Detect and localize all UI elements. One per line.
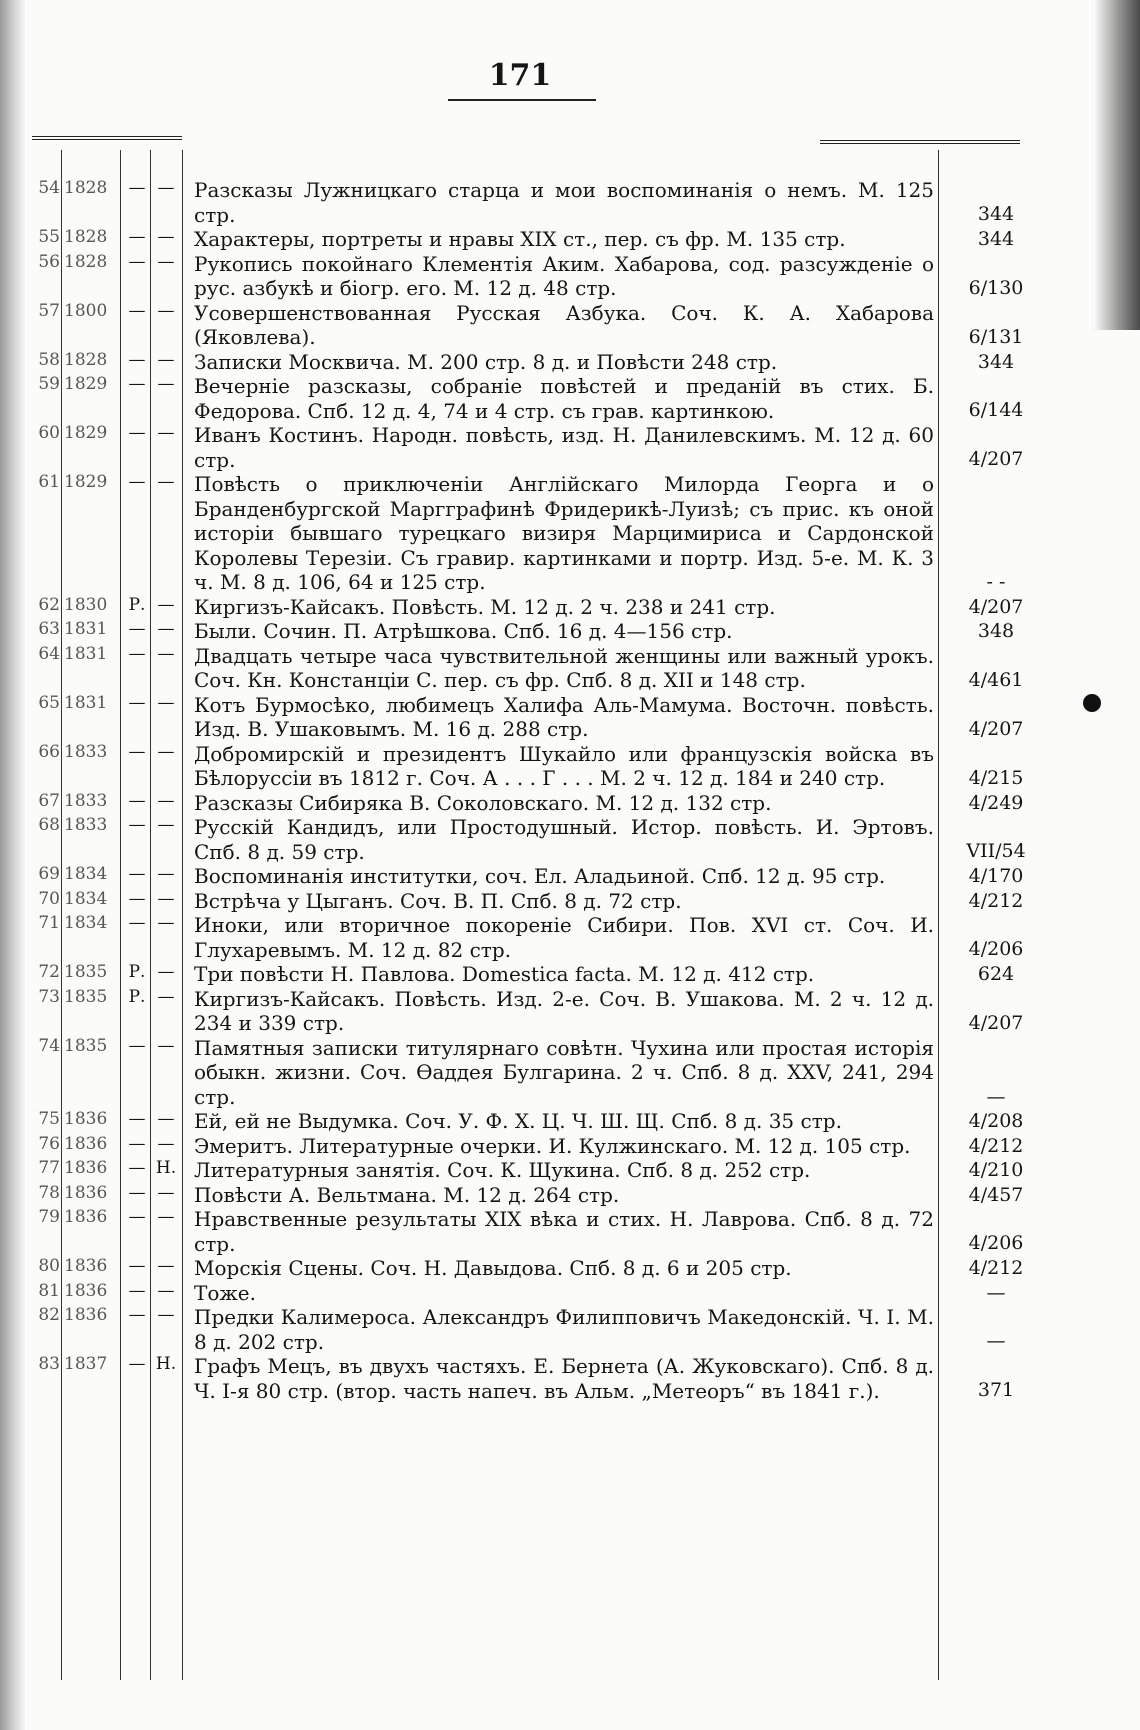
entry-number: 58 bbox=[38, 349, 60, 370]
entry-mark-2: — bbox=[157, 178, 175, 198]
entry-reference: - - bbox=[986, 571, 1006, 593]
entry-number: 79 bbox=[38, 1207, 60, 1227]
entry-description: Разсказы Лужницкаго старца и мои воспоминанія о немъ. М. 125 стр. bbox=[194, 178, 934, 227]
entry-number: 65 bbox=[38, 692, 60, 713]
entry-year: 1836 bbox=[64, 1280, 108, 1301]
entry-mark-2: — bbox=[157, 962, 175, 982]
entry-mark-2: — bbox=[157, 1133, 175, 1154]
entry-mark-1: — bbox=[128, 815, 146, 835]
entry-reference: 6/144 bbox=[968, 399, 1024, 421]
entry-number: 75 bbox=[38, 1109, 60, 1129]
entry-reference: 4/212 bbox=[968, 1257, 1024, 1279]
entry-year: 1836 bbox=[64, 1133, 108, 1154]
entry-number: 83 bbox=[38, 1354, 60, 1374]
entry-year: 1828 bbox=[64, 227, 108, 247]
entry-mark-2: — bbox=[157, 815, 175, 835]
catalog-entry bbox=[0, 1256, 1140, 1281]
entry-mark-1: — bbox=[128, 472, 146, 492]
entry-number: 80 bbox=[38, 1256, 60, 1276]
entry-number: 82 bbox=[38, 1305, 60, 1325]
entry-reference: 4/206 bbox=[968, 938, 1024, 960]
entry-description: Эмеритъ. Литературные очерки. И. Кулжинскаго. М. 12 д. 105 стр. bbox=[194, 1133, 911, 1158]
entry-reference: 348 bbox=[977, 620, 1015, 642]
catalog-entry bbox=[0, 815, 1140, 864]
entry-description: Усовершенствованная Русская Азбука. Соч. К. А. Хабарова (Яковлева). bbox=[194, 300, 934, 349]
header-rule-right bbox=[820, 140, 1020, 144]
entry-mark-1: — bbox=[128, 913, 146, 933]
entry-description: Ей, ей не Выдумка. Соч. У. Ф. Х. Ц. Ч. Ш. Щ. Спб. 8 д. 35 стр. bbox=[194, 1109, 842, 1133]
entry-number: 62 bbox=[38, 594, 60, 615]
entry-mark-1: — bbox=[128, 619, 146, 639]
entry-year: 1829 bbox=[64, 423, 108, 443]
entry-year: 1828 bbox=[64, 178, 108, 198]
entry-mark-1: — bbox=[128, 178, 146, 198]
entry-mark-1: — bbox=[128, 227, 146, 247]
catalog-entry bbox=[0, 374, 1140, 423]
catalog-entry bbox=[0, 1158, 1140, 1183]
entry-mark-2: — bbox=[157, 1280, 175, 1301]
catalog-entry bbox=[0, 913, 1140, 962]
entry-reference: 344 bbox=[977, 350, 1015, 373]
entry-mark-1: — bbox=[128, 1305, 146, 1325]
entry-number: 81 bbox=[38, 1280, 60, 1301]
entry-mark-2: — bbox=[157, 227, 175, 247]
entry-mark-1: — bbox=[128, 888, 146, 909]
entry-description: Были. Сочин. П. Атрѣшкова. Спб. 16 д. 4—156 стр. bbox=[194, 619, 733, 643]
entry-year: 1829 bbox=[64, 374, 108, 394]
entry-mark-2: — bbox=[157, 1256, 175, 1276]
entry-mark-2: — bbox=[157, 864, 175, 884]
entry-number: 54 bbox=[38, 178, 60, 198]
entry-number: 72 bbox=[38, 962, 60, 982]
entry-reference: 6/130 bbox=[968, 276, 1024, 299]
entry-number: 71 bbox=[38, 913, 60, 933]
catalog-entry bbox=[0, 472, 1140, 595]
entry-mark-1: — bbox=[128, 692, 146, 713]
entry-year: 1830 bbox=[64, 594, 108, 615]
entry-reference: 4/208 bbox=[968, 1110, 1024, 1132]
entry-number: 67 bbox=[38, 790, 60, 811]
entry-year: 1836 bbox=[64, 1256, 108, 1276]
catalog-entry bbox=[0, 791, 1140, 816]
entry-reference: 4/249 bbox=[968, 791, 1024, 814]
entry-year: 1800 bbox=[64, 300, 108, 321]
entry-reference: 4/212 bbox=[968, 1134, 1024, 1157]
catalog-entry bbox=[0, 1281, 1140, 1306]
entry-description: Памятныя записки титулярнаго совѣтн. Чухина или простая исторія обыкн. жизни. Соч. Өаддея Булгарина. 2 ч. Спб. 8 д. XXV, 241, 294 стр. bbox=[194, 1035, 934, 1109]
entry-year: 1828 bbox=[64, 349, 108, 370]
entry-mark-1: — bbox=[128, 864, 146, 884]
entry-reference: 371 bbox=[977, 1379, 1015, 1401]
catalog-entry bbox=[0, 619, 1140, 644]
entry-number: 55 bbox=[38, 227, 60, 247]
entry-year: 1836 bbox=[64, 1158, 108, 1178]
entry-mark-2: Н. bbox=[155, 1158, 177, 1178]
catalog-entry bbox=[0, 1183, 1140, 1208]
entry-description: Повѣсть о приключеніи Англійскаго Милорда Георга и о Бранденбургской Маргграфинѣ Фридерикѣ-Луизѣ; съ прис. къ оной исторіи бывшаго турецкаго визиря Марцимириса и Сардонской Королевы Терезіи. Съ гравир. картинками и портр. Изд. 5-е. М. К. 3 ч. М. 8 д. 106, 64 и 125 стр. bbox=[194, 472, 934, 594]
catalog-entry bbox=[0, 1134, 1140, 1159]
entry-reference: 4/207 bbox=[968, 717, 1024, 740]
entry-description: Предки Калимероса. Александръ Филипповичъ Македонскій. Ч. I. М. 8 д. 202 стр. bbox=[194, 1305, 934, 1354]
entry-number: 64 bbox=[38, 643, 60, 664]
entry-mark-1: — bbox=[128, 300, 146, 321]
entry-year: 1831 bbox=[64, 619, 108, 639]
entry-description: Киргизъ-Кайсакъ. Повѣсть. Изд. 2-е. Соч. В. Ушакова. М. 2 ч. 12 д. 234 и 339 стр. bbox=[194, 986, 934, 1035]
catalog-entry bbox=[0, 423, 1140, 472]
entry-year: 1833 bbox=[64, 741, 108, 762]
entry-number: 76 bbox=[38, 1133, 60, 1154]
entry-year: 1834 bbox=[64, 864, 108, 884]
entry-reference: 4/170 bbox=[968, 865, 1024, 887]
entry-mark-2: — bbox=[157, 619, 175, 639]
entry-mark-2: — bbox=[157, 349, 175, 370]
entry-description: Морскія Сцены. Соч. Н. Давыдова. Спб. 8 д. 6 и 205 стр. bbox=[194, 1256, 792, 1280]
entry-description: Графъ Мецъ, въ двухъ частяхъ. Е. Бернета (А. Жуковскаго). Спб. 8 д. Ч. I-я 80 стр. (втор. часть напеч. въ Альм. „Метеоръ“ въ 1841 г.). bbox=[194, 1354, 934, 1403]
catalog-entry bbox=[0, 1305, 1140, 1354]
entry-mark-1: — bbox=[128, 423, 146, 443]
entry-mark-1: Р. bbox=[128, 962, 146, 982]
entry-mark-2: — bbox=[157, 1035, 175, 1056]
entry-mark-1: — bbox=[128, 1182, 146, 1203]
entry-number: 74 bbox=[38, 1035, 60, 1056]
catalog-entry bbox=[0, 1207, 1140, 1256]
entry-description: Литературныя занятія. Соч. К. Щукина. Спб. 8 д. 252 стр. bbox=[194, 1158, 811, 1182]
entry-mark-2: Н. bbox=[155, 1354, 177, 1374]
entry-description: Нравственные результаты XIX вѣка и стих. Н. Лаврова. Спб. 8 д. 72 стр. bbox=[194, 1207, 934, 1256]
catalog-entry bbox=[0, 595, 1140, 620]
entry-description: Котъ Бурмосѣко, любимецъ Халифа Аль-Мамума. Восточн. повѣсть. Изд. В. Ушаковымъ. М. 16 д. 288 стр. bbox=[194, 692, 934, 741]
entry-mark-2: — bbox=[157, 251, 175, 272]
header-rule-left bbox=[32, 136, 182, 140]
entry-number: 61 bbox=[38, 472, 60, 492]
catalog-table bbox=[0, 178, 1140, 1403]
entry-reference: 4/207 bbox=[968, 595, 1024, 618]
entry-mark-2: — bbox=[157, 423, 175, 443]
entry-year: 1833 bbox=[64, 815, 108, 835]
entry-reference: 624 bbox=[977, 963, 1015, 985]
entry-year: 1834 bbox=[64, 888, 108, 909]
entry-reference: — bbox=[986, 1085, 1006, 1108]
entry-mark-1: — bbox=[128, 1354, 146, 1374]
entry-mark-2: — bbox=[157, 300, 175, 321]
entry-number: 60 bbox=[38, 423, 60, 443]
entry-reference: 4/457 bbox=[968, 1183, 1024, 1206]
entry-mark-1: — bbox=[128, 790, 146, 811]
page-number-rule bbox=[448, 99, 596, 101]
entry-description: Характеры, портреты и нравы XIX ст., пер. съ фр. М. 135 стр. bbox=[194, 227, 846, 251]
entry-reference: 4/207 bbox=[968, 448, 1024, 470]
entry-mark-2: — bbox=[157, 643, 175, 664]
entry-mark-2: — bbox=[157, 1109, 175, 1129]
entry-mark-2: — bbox=[157, 888, 175, 909]
entry-description: Иноки, или вторичное покореніе Сибири. Пов. XVI ст. Соч. И. Глухаревымъ. М. 12 д. 82 стр. bbox=[194, 913, 934, 962]
entry-year: 1835 bbox=[64, 1035, 108, 1056]
catalog-entry bbox=[0, 1354, 1140, 1403]
entry-mark-1: — bbox=[128, 1133, 146, 1154]
entry-description: Разсказы Сибиряка В. Соколовскаго. М. 12 д. 132 стр. bbox=[194, 790, 772, 815]
entry-number: 68 bbox=[38, 815, 60, 835]
entry-reference: 4/212 bbox=[968, 889, 1024, 912]
entry-reference: 4/207 bbox=[968, 1011, 1024, 1034]
entry-description: Воспоминанія институтки, соч. Ел. Аладьиной. Спб. 12 д. 95 стр. bbox=[194, 864, 886, 888]
entry-year: 1834 bbox=[64, 913, 108, 933]
entry-description: Тоже. bbox=[194, 1280, 256, 1305]
entry-number: 59 bbox=[38, 374, 60, 394]
catalog-entry bbox=[0, 252, 1140, 301]
entry-mark-1: Р. bbox=[128, 986, 146, 1007]
catalog-entry bbox=[0, 644, 1140, 693]
entry-mark-2: — bbox=[157, 1207, 175, 1227]
entry-mark-1: — bbox=[128, 1109, 146, 1129]
entry-year: 1836 bbox=[64, 1109, 108, 1129]
entry-reference: VII/54 bbox=[966, 840, 1026, 862]
entry-reference: 344 bbox=[977, 203, 1015, 225]
entry-number: 57 bbox=[38, 300, 60, 321]
entry-reference: — bbox=[986, 1330, 1006, 1352]
entry-mark-2: — bbox=[157, 1182, 175, 1203]
entry-description: Иванъ Костинъ. Народн. повѣсть, изд. Н. Данилевскимъ. М. 12 д. 60 стр. bbox=[194, 423, 934, 472]
entry-year: 1835 bbox=[64, 962, 108, 982]
catalog-entry bbox=[0, 693, 1140, 742]
entry-mark-1: — bbox=[128, 374, 146, 394]
entry-year: 1831 bbox=[64, 692, 108, 713]
entry-year: 1836 bbox=[64, 1182, 108, 1203]
catalog-entry bbox=[0, 987, 1140, 1036]
catalog-entry bbox=[0, 178, 1140, 227]
entry-number: 56 bbox=[38, 251, 60, 272]
entry-mark-1: — bbox=[128, 643, 146, 664]
entry-reference: 4/461 bbox=[968, 668, 1024, 691]
entry-mark-2: — bbox=[157, 692, 175, 713]
entry-mark-2: — bbox=[157, 374, 175, 394]
entry-mark-1: — bbox=[128, 349, 146, 370]
entry-year: 1837 bbox=[64, 1354, 108, 1374]
entry-reference: 6/131 bbox=[968, 325, 1024, 348]
entry-year: 1836 bbox=[64, 1305, 108, 1325]
entry-description: Вечерніе разсказы, собраніе повѣстей и преданій въ стих. Б. Федорова. Спб. 12 д. 4, 74 и 4 стр. съ грав. картинкою. bbox=[194, 374, 934, 423]
entry-year: 1828 bbox=[64, 251, 108, 272]
entry-mark-1: — bbox=[128, 741, 146, 762]
entry-description: Повѣсти А. Вельтмана. М. 12 д. 264 стр. bbox=[194, 1182, 620, 1207]
entry-year: 1829 bbox=[64, 472, 108, 492]
entry-reference: 4/206 bbox=[968, 1232, 1024, 1254]
entry-description: Записки Москвича. М. 200 стр. 8 д. и Повѣсти 248 стр. bbox=[194, 349, 778, 374]
catalog-entry bbox=[0, 962, 1140, 987]
catalog-entry bbox=[0, 227, 1140, 252]
ink-blot bbox=[1083, 694, 1101, 712]
entry-mark-1: — bbox=[128, 1035, 146, 1056]
entry-mark-2: — bbox=[157, 594, 175, 615]
entry-number: 70 bbox=[38, 888, 60, 909]
catalog-entry bbox=[0, 742, 1140, 791]
catalog-entry bbox=[0, 889, 1140, 914]
entry-reference: 4/215 bbox=[968, 766, 1024, 789]
entry-description: Двадцать четыре часа чувствительной женщины или важный урокъ. Соч. Кн. Констанціи С. пер. съ фр. Спб. 8 д. XII и 148 стр. bbox=[194, 643, 934, 692]
catalog-entry bbox=[0, 350, 1140, 375]
catalog-entry bbox=[0, 864, 1140, 889]
entry-mark-2: — bbox=[157, 472, 175, 492]
entry-mark-2: — bbox=[157, 913, 175, 933]
entry-reference: — bbox=[986, 1281, 1006, 1304]
entry-description: Киргизъ-Кайсакъ. Повѣсть. М. 12 д. 2 ч. 238 и 241 стр. bbox=[194, 594, 776, 619]
entry-description: Рукопись покойнаго Клементія Аким. Хабарова, сод. разсужденіе о рус. азбукѣ и біогр. его. М. 12 д. 48 стр. bbox=[194, 251, 934, 300]
entry-year: 1836 bbox=[64, 1207, 108, 1227]
entry-mark-1: — bbox=[128, 1207, 146, 1227]
entry-mark-1: — bbox=[128, 1280, 146, 1301]
entry-reference: 4/210 bbox=[968, 1159, 1024, 1181]
entry-number: 69 bbox=[38, 864, 60, 884]
entry-year: 1833 bbox=[64, 790, 108, 811]
entry-description: Три повѣсти Н. Павлова. Domestica facta. М. 12 д. 412 стр. bbox=[194, 962, 815, 986]
entry-mark-1: Р. bbox=[128, 594, 146, 615]
entry-year: 1831 bbox=[64, 643, 108, 664]
entry-number: 66 bbox=[38, 741, 60, 762]
entry-mark-1: — bbox=[128, 1256, 146, 1276]
entry-year: 1835 bbox=[64, 986, 108, 1007]
page-number: 171 bbox=[488, 58, 552, 93]
entry-number: 78 bbox=[38, 1182, 60, 1203]
entry-mark-2: — bbox=[157, 741, 175, 762]
entry-mark-2: — bbox=[157, 1305, 175, 1325]
entry-description: Встрѣча у Цыганъ. Соч. В. П. Спб. 8 д. 72 стр. bbox=[194, 888, 682, 913]
entry-description: Добромирскій и президентъ Шукайло или французскія войска въ Бѣлоруссіи въ 1812 г. Соч. А . . . Г . . . М. 2 ч. 12 д. 184 и 240 стр. bbox=[194, 741, 934, 790]
catalog-entry bbox=[0, 1109, 1140, 1134]
entry-mark-2: — bbox=[157, 986, 175, 1007]
entry-number: 63 bbox=[38, 619, 60, 639]
entry-mark-2: — bbox=[157, 790, 175, 811]
entry-description: Русскій Кандидъ, или Простодушный. Истор. повѣсть. И. Эртовъ. Спб. 8 д. 59 стр. bbox=[194, 815, 934, 864]
entry-reference: 344 bbox=[977, 228, 1015, 250]
entry-number: 77 bbox=[38, 1158, 60, 1178]
catalog-entry bbox=[0, 301, 1140, 350]
entry-mark-1: — bbox=[128, 251, 146, 272]
entry-mark-1: — bbox=[128, 1158, 146, 1178]
catalog-entry bbox=[0, 1036, 1140, 1110]
entry-number: 73 bbox=[38, 986, 60, 1007]
